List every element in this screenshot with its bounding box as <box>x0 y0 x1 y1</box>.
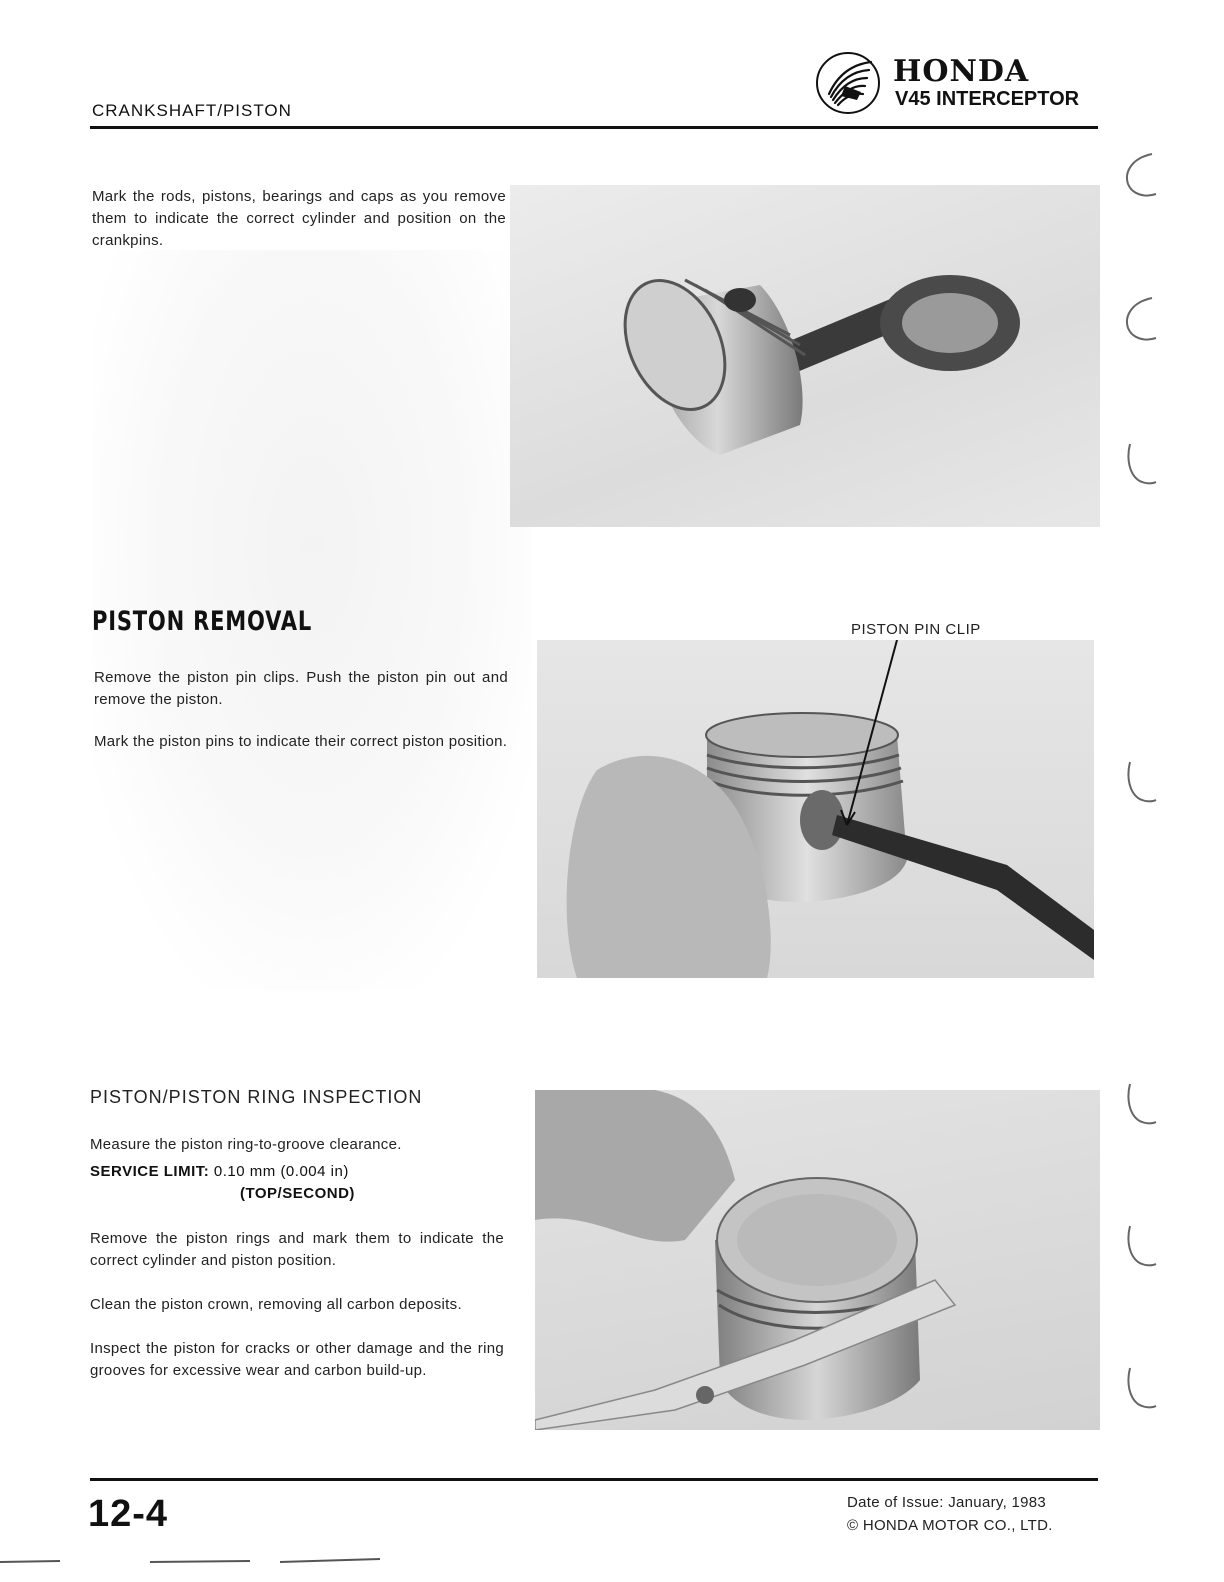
piston-removal-step-2: Mark the piston pins to indicate their correct piston position. <box>94 733 508 750</box>
photo-piston-pin-clip <box>537 640 1094 978</box>
binder-hole <box>1122 440 1158 488</box>
heading-piston-removal: PISTON REMOVAL <box>92 606 313 637</box>
section-label: CRANKSHAFT/PISTON <box>92 101 292 120</box>
binder-hole <box>1122 296 1158 344</box>
binder-hole <box>1122 1364 1158 1412</box>
service-limit-note: (TOP/SECOND) <box>240 1185 355 1202</box>
piston-removal-step-1: Remove the piston pin clips. Push the piston pin out and remove the piston. <box>94 669 508 708</box>
inspection-remove-rings-text: Remove the piston rings and mark them to indicate the correct cylinder and piston position. <box>90 1230 504 1269</box>
binder-hole <box>1122 1080 1158 1128</box>
brand-model: V45 INTERCEPTOR <box>895 88 1080 110</box>
copyright: © HONDA MOTOR CO., LTD. <box>847 1517 1053 1534</box>
service-limit <box>90 1163 349 1180</box>
rods-marking-text: Mark the rods, pistons, bearings and caps as you remove them to indicate the correct cylinder and position on the crankpins. <box>92 188 506 249</box>
inspection-inspect-text: Inspect the piston for cracks or other damage and the ring grooves for excessive wear and carbon build-up. <box>90 1340 504 1379</box>
page-number: 12-4 <box>88 1493 169 1535</box>
honda-wing-logo <box>815 50 881 116</box>
photo-connecting-rod-piston <box>510 185 1100 527</box>
inspection-measure-text: Measure the piston ring-to-groove clearance. <box>90 1136 402 1153</box>
binder-hole <box>1122 152 1158 200</box>
service-limit-value: 0.10 mm (0.004 in) <box>213 1163 349 1180</box>
service-limit-label: SERVICE LIMIT: <box>90 1163 210 1180</box>
piston-rod-illustration <box>510 185 1100 527</box>
feeler-gauge-illustration <box>535 1090 1100 1430</box>
binder-hole <box>1122 758 1158 806</box>
scan-edge-mark <box>0 1556 400 1566</box>
brand-name: HONDA <box>893 54 1030 89</box>
inspection-clean-text: Clean the piston crown, removing all carbon deposits. <box>90 1296 462 1313</box>
issue-date: Date of Issue: January, 1983 <box>847 1494 1047 1511</box>
heading-piston-ring-inspection: PISTON/PISTON RING INSPECTION <box>90 1087 423 1107</box>
header-rule <box>90 126 1098 129</box>
footer-rule <box>90 1478 1098 1481</box>
callout-piston-pin-clip: PISTON PIN CLIP <box>851 621 981 638</box>
photo-ring-clearance-measurement <box>535 1090 1100 1430</box>
binder-hole <box>1122 1222 1158 1270</box>
piston-pin-clip-illustration <box>537 640 1094 978</box>
